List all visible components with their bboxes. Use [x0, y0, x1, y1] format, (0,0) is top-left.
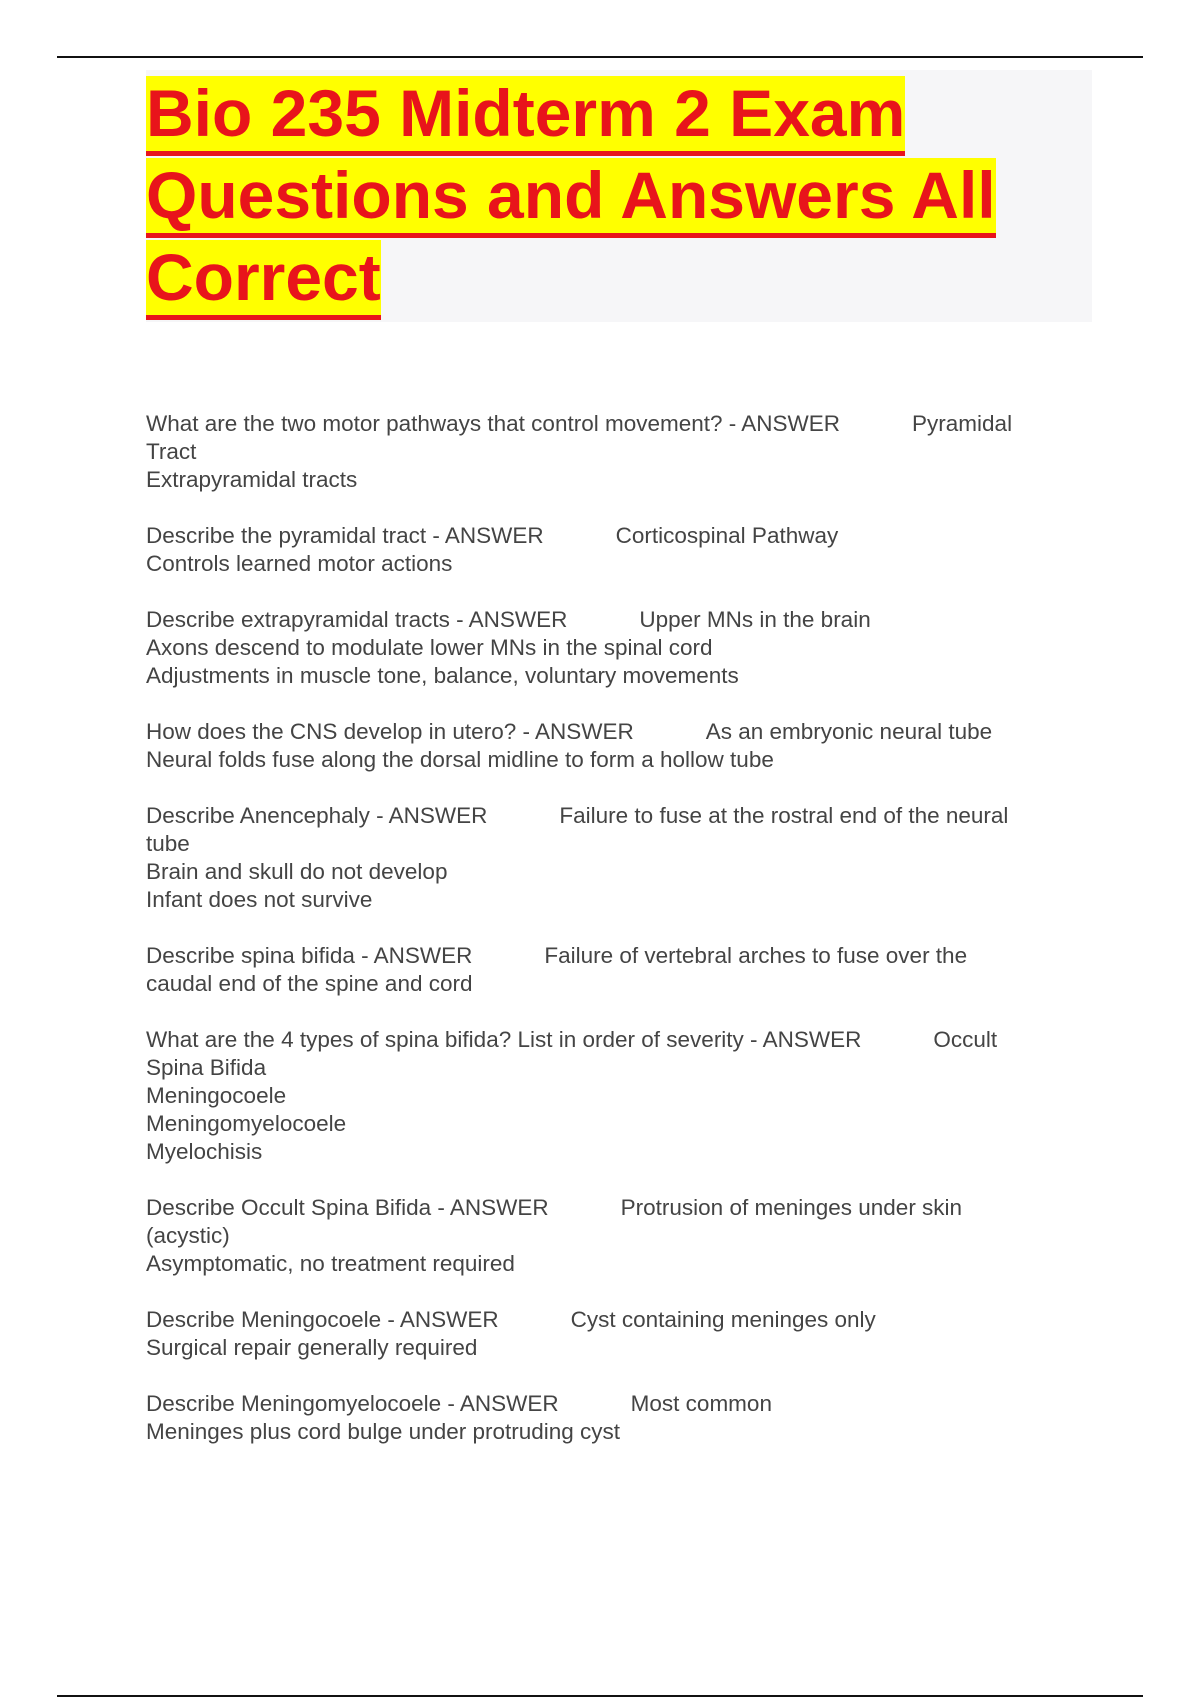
- answer-line: Axons descend to modulate lower MNs in the spinal cord: [146, 635, 713, 660]
- qa-item: [146, 606, 1086, 690]
- title-line-3: Correct: [146, 240, 381, 320]
- answer-line: Infant does not survive: [146, 887, 373, 912]
- answer-text: Cyst containing meninges only: [570, 1307, 876, 1332]
- qa-first-line: [146, 1390, 1086, 1418]
- answer-line: Asymptomatic, no treatment required: [146, 1251, 515, 1276]
- question-text: What are the two motor pathways that control movement? - ANSWER: [146, 411, 841, 436]
- answer-text: Occult: [933, 1027, 998, 1052]
- qa-first-line: [146, 1194, 1086, 1222]
- answer-line: Meninges plus cord bulge under protruding cyst: [146, 1419, 621, 1444]
- answer-line: Neural folds fuse along the dorsal midline to form a hollow tube: [146, 747, 774, 772]
- qa-item: [146, 410, 1086, 494]
- answer-text: As an embryonic neural tube: [705, 719, 993, 744]
- qa-item: [146, 718, 1086, 774]
- qa-item: [146, 942, 1086, 998]
- qa-first-line: [146, 1026, 1086, 1054]
- question-text: Describe spina bifida - ANSWER: [146, 943, 473, 968]
- answer-text: Pyramidal: [912, 411, 1013, 436]
- qa-item: [146, 802, 1086, 914]
- qa-first-line: [146, 522, 1086, 550]
- qa-item: [146, 1026, 1086, 1166]
- qa-first-line: [146, 1306, 1086, 1334]
- answer-text: Upper MNs in the brain: [639, 607, 871, 632]
- question-text: Describe Meningocoele - ANSWER: [146, 1307, 499, 1332]
- qa-item: [146, 1390, 1086, 1446]
- question-text: What are the 4 types of spina bifida? List in order of severity - ANSWER: [146, 1027, 862, 1052]
- title-line-2: Questions and Answers All: [146, 158, 996, 238]
- qa-list: [146, 410, 1086, 1474]
- answer-continuation: Spina Bifida: [146, 1055, 267, 1080]
- answer-line: Extrapyramidal tracts: [146, 467, 358, 492]
- qa-item: [146, 1194, 1086, 1278]
- qa-item: [146, 522, 1086, 578]
- answer-text: Corticospinal Pathway: [615, 523, 839, 548]
- question-text: Describe Anencephaly - ANSWER: [146, 803, 488, 828]
- title-line-1: Bio 235 Midterm 2 Exam: [146, 76, 905, 156]
- qa-first-line: [146, 718, 1086, 746]
- answer-continuation: tube: [146, 831, 190, 856]
- header-rule: [57, 56, 1143, 58]
- document-title: [146, 72, 1106, 318]
- question-text: Describe the pyramidal tract - ANSWER: [146, 523, 544, 548]
- answer-text: Failure to fuse at the rostral end of the neural: [559, 803, 1009, 828]
- answer-continuation: (acystic): [146, 1223, 230, 1248]
- question-text: Describe extrapyramidal tracts - ANSWER: [146, 607, 568, 632]
- answer-line: Meningomyelocoele: [146, 1111, 347, 1136]
- qa-first-line: [146, 606, 1086, 634]
- question-text: How does the CNS develop in utero? - ANSWER: [146, 719, 634, 744]
- answer-continuation: caudal end of the spine and cord: [146, 971, 473, 996]
- qa-item: [146, 1306, 1086, 1362]
- answer-text: Protrusion of meninges under skin: [620, 1195, 963, 1220]
- answer-line: Meningocoele: [146, 1083, 287, 1108]
- answer-line: Brain and skull do not develop: [146, 859, 448, 884]
- qa-first-line: [146, 410, 1086, 438]
- answer-text: Failure of vertebral arches to fuse over the: [544, 943, 968, 968]
- question-text: Describe Occult Spina Bifida - ANSWER: [146, 1195, 549, 1220]
- answer-line: Myelochisis: [146, 1139, 263, 1164]
- answer-text: Most common: [630, 1391, 772, 1416]
- answer-line: Controls learned motor actions: [146, 551, 453, 576]
- answer-line: Adjustments in muscle tone, balance, voluntary movements: [146, 663, 739, 688]
- answer-line: Surgical repair generally required: [146, 1335, 478, 1360]
- answer-continuation: Tract: [146, 439, 197, 464]
- qa-first-line: [146, 802, 1086, 830]
- footer-rule: [57, 1695, 1143, 1697]
- question-text: Describe Meningomyelocoele - ANSWER: [146, 1391, 559, 1416]
- qa-first-line: [146, 942, 1086, 970]
